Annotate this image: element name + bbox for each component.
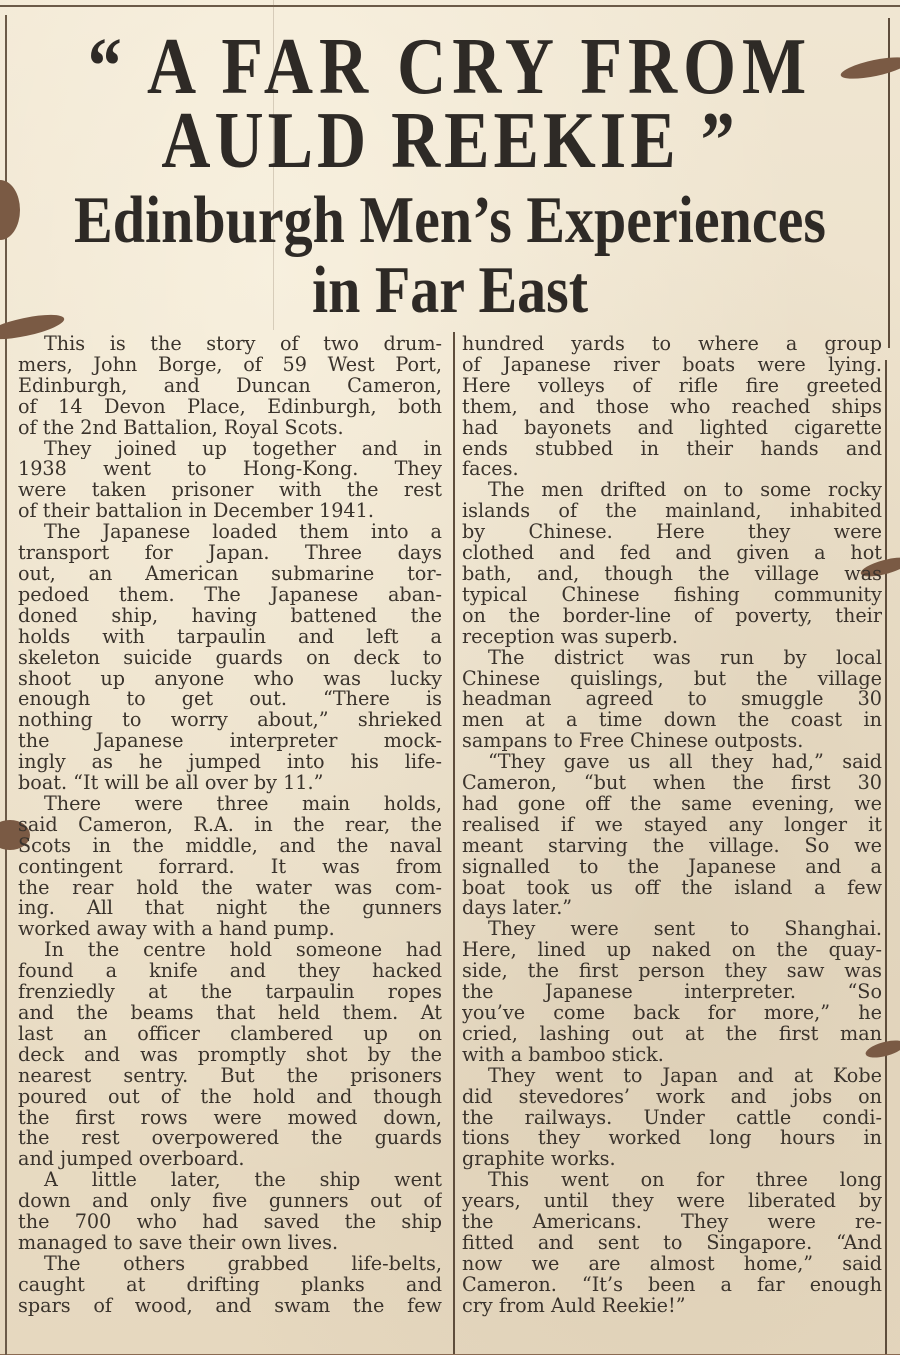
article-line: were taken prisoner with the rest — [18, 480, 442, 502]
article-line: hundred yards to where a group — [462, 334, 882, 355]
article-line: spars of wood, and swam the few — [18, 1295, 442, 1317]
article-line: and the beams that held them. At — [18, 1003, 442, 1024]
article-line: headman agreed to smuggle 30 — [462, 689, 882, 711]
article-line: last an officer clambered up on — [18, 1023, 442, 1045]
article-line: out, an American submarine tor- — [18, 563, 442, 585]
article-line: on the border-line of poverty, their — [462, 605, 882, 627]
article-line: meant starving the village. So we — [462, 835, 882, 857]
article-line: did stevedores’ work and jobs on — [462, 1086, 882, 1108]
article-line: the rear hold the water was com- — [18, 877, 442, 899]
article-line: said Cameron, R.A. in the rear, the — [18, 814, 442, 836]
article-line: This went on for three long — [488, 1170, 882, 1192]
article-line: cried, lashing out at the first man — [462, 1023, 882, 1045]
article-line: typical Chinese fishing community — [462, 584, 882, 606]
article-line: caught at drifting planks and — [18, 1274, 442, 1296]
article-line: reception was superb. — [462, 626, 678, 648]
article-line: In the centre hold someone had — [44, 940, 442, 962]
article-line: Cameron. “It’s been a far enough — [462, 1274, 882, 1296]
article-line: Cameron, “but when the first 30 — [462, 773, 882, 794]
article-line: Chinese quislings, but the village — [462, 668, 882, 690]
article-line: The Japanese loaded them into a — [44, 522, 442, 544]
article-column-right — [462, 334, 882, 1317]
article-line: contingent forrard. It was from — [18, 856, 442, 878]
article-line: fitted and sent to Singapore. “And — [462, 1232, 882, 1254]
article-column-left — [18, 334, 442, 1317]
article-line: now we are almost home,” said — [462, 1253, 882, 1275]
article-line: of their battalion in December 1941. — [18, 501, 374, 523]
article-line: found a knife and they hacked — [18, 961, 442, 983]
article-line: managed to save their own lives. — [18, 1232, 339, 1254]
article-line: and jumped overboard. — [18, 1149, 245, 1171]
article-line: the Americans. They were re- — [462, 1212, 882, 1233]
article-line: the Japanese interpreter. “So — [462, 982, 882, 1003]
article-line: cry from Auld Reekie!” — [462, 1295, 686, 1317]
article-line: Edinburgh, and Duncan Cameron, — [18, 375, 442, 397]
article-line: There were three main holds, — [44, 793, 442, 815]
article-line: pedoed them. The Japanese aban- — [18, 584, 442, 606]
article-line: nearest sentry. But the prisoners — [18, 1065, 442, 1087]
article-line: days later.” — [462, 898, 573, 920]
article-line: A little later, the ship went — [44, 1170, 442, 1192]
article-line: of 14 Devon Place, Edinburgh, both — [18, 396, 442, 418]
article-line: The men drifted on to some rocky — [488, 480, 882, 502]
article-line: transport for Japan. Three days — [18, 543, 442, 564]
article-line: of Japanese river boats were lying. — [462, 354, 882, 376]
article-line: ing. All that night the gunners — [18, 898, 442, 920]
article-line: They joined up together and in — [44, 438, 442, 460]
article-line: islands of the mainland, inhabited — [462, 501, 882, 523]
article-line: The district was run by local — [488, 647, 882, 669]
article-line: tions they worked long hours in — [462, 1128, 882, 1150]
article-line: mers, John Borge, of 59 West Port, — [18, 354, 442, 376]
article-line: “They gave us all they had,” said — [488, 752, 882, 774]
article-line: faces. — [462, 459, 519, 481]
article-line: the 700 who had saved the ship — [18, 1212, 442, 1233]
subheadline-line-2: in Far East — [311, 252, 589, 327]
article-line: The others grabbed life-belts, — [44, 1253, 442, 1275]
article-line: you’ve come back for more,” he — [462, 1003, 882, 1024]
article-line: deck and was promptly shot by the — [18, 1044, 442, 1066]
column-divider — [453, 332, 455, 1354]
article-line: ends stubbed in their hands and — [462, 438, 882, 460]
article-line: with a bamboo stick. — [462, 1044, 664, 1066]
article-line: boat took us off the island a few — [462, 877, 882, 899]
article-line: This is the story of two drum- — [44, 334, 442, 355]
article-line: skeleton suicide guards on deck to — [18, 647, 442, 669]
top-rule — [0, 5, 900, 7]
article-line: men at a time down the coast in — [462, 710, 882, 732]
article-line: had bayonets and lighted cigarette — [462, 417, 882, 439]
article-line: holds with tarpaulin and left a — [18, 626, 442, 648]
article-line: They went to Japan and at Kobe — [488, 1065, 882, 1087]
article-line: the rest overpowered the guards — [18, 1128, 442, 1150]
article-line: worked away with a hand pump. — [18, 919, 335, 941]
article-line: Scots in the middle, and the naval — [18, 835, 442, 857]
headline-line-1: “ A FAR CRY FROM — [87, 20, 813, 111]
article-line: of the 2nd Battalion, Royal Scots. — [18, 417, 344, 439]
article-line: bath, and, though the village was — [462, 563, 882, 585]
right-edge-rule-lower — [885, 360, 887, 1354]
article-line: the Japanese interpreter mock- — [18, 731, 442, 753]
article-line: clothed and fed and given a hot — [462, 543, 882, 564]
article-line: the railways. Under cattle condi- — [462, 1107, 882, 1129]
article-line: doned ship, having battened the — [18, 605, 442, 627]
article-line: them, and those who reached ships — [462, 396, 882, 418]
article-line: Here, lined up naked on the quay- — [462, 940, 882, 962]
article-line: graphite works. — [462, 1149, 616, 1171]
article-line: frenziedly at the tarpaulin ropes — [18, 982, 442, 1003]
article-line: nothing to worry about,” shrieked — [18, 710, 442, 732]
article-line: the first rows were mowed down, — [18, 1107, 442, 1129]
article-line: down and only five gunners out of — [18, 1191, 442, 1213]
article-line: Here volleys of rifle fire greeted — [462, 375, 882, 397]
article-line: had gone off the same evening, we — [462, 793, 882, 815]
article-line: boat. “It will be all over by 11.” — [18, 773, 324, 794]
article-line: ingly as he jumped into his life- — [18, 752, 442, 774]
article-line: 1938 went to Hong-Kong. They — [18, 459, 442, 481]
article-line: enough to get out. “There is — [18, 689, 442, 711]
article-line: shoot up anyone who was lucky — [18, 668, 442, 690]
article-line: side, the first person they saw was — [462, 961, 882, 983]
article-line: sampans to Free Chinese outposts. — [462, 731, 804, 753]
article-line: signalled to the Japanese and a — [462, 856, 882, 878]
headline-line-2: AULD REEKIE ” — [161, 94, 739, 185]
subheadline-line-1: Edinburgh Men’s Experiences — [74, 182, 826, 257]
article-line: by Chinese. Here they were — [462, 522, 882, 544]
article-line: They were sent to Shanghai. — [488, 919, 882, 941]
article-line: poured out of the hold and though — [18, 1086, 442, 1108]
article-line: years, until they were liberated by — [462, 1191, 882, 1213]
article-line: realised if we stayed any longer it — [462, 814, 882, 836]
